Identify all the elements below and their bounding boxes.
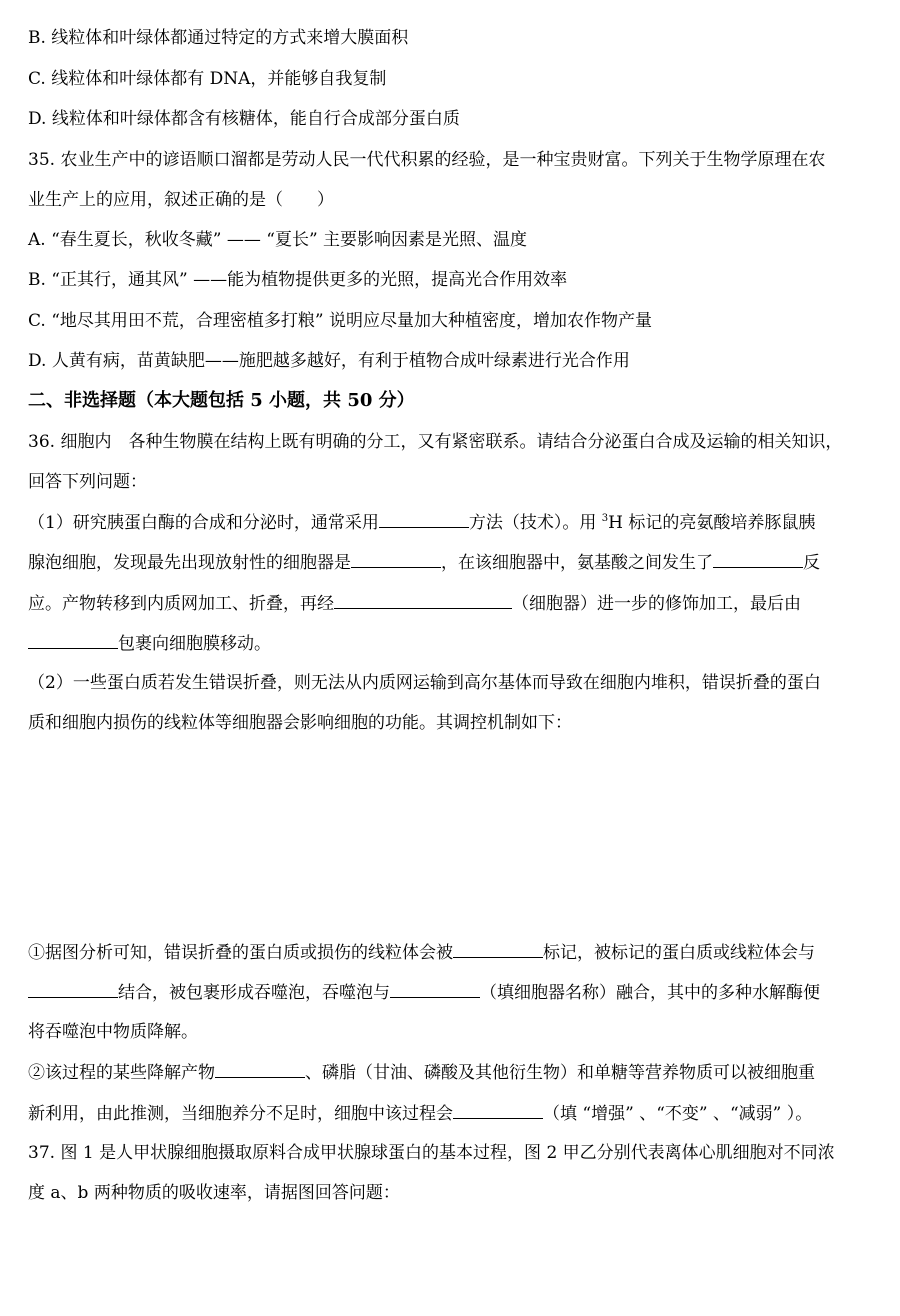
- q36-circle2-line2: 新利用，由此推测，当细胞养分不足时，细胞中该过程会 （填 “增强” 、“不变” 、“减弱” ）。: [28, 1101, 812, 1125]
- answer-blank[interactable]: [28, 980, 118, 998]
- q35-option-c: C. “地尽其用田不荒，合理密植多打粮” 说明应尽量加大种植密度，增加农作物产量: [28, 311, 652, 331]
- answer-blank[interactable]: [351, 550, 441, 568]
- q35-option-b: B. “正其行，通其风” ——能为植物提供更多的光照，提高光合作用效率: [28, 270, 568, 290]
- q36-circle1-line2: 结合，被包裹形成吞噬泡，吞噬泡与 （填细胞器名称）融合，其中的多种水解酶便: [28, 980, 820, 1004]
- q37-stem-line1: 37. 图 1 是人甲状腺细胞摄取原料合成甲状腺球蛋白的基本过程，图 2 甲乙分别代表离体心肌细胞对不同浓: [28, 1143, 835, 1163]
- answer-blank[interactable]: [28, 631, 118, 649]
- q36-circle1-line1: ①据图分析可知，错误折叠的蛋白质或损伤的线粒体会被 标记，被标记的蛋白质或线粒体会与: [28, 940, 815, 964]
- answer-blank[interactable]: [390, 980, 480, 998]
- q36-stem-line2: 回答下列问题：: [28, 472, 147, 492]
- section2-heading: 二、非选择题（本大题包括 5 小题，共 50 分）: [28, 390, 415, 411]
- answer-blank[interactable]: [334, 591, 512, 609]
- q34-option-c: C. 线粒体和叶绿体都有 DNA，并能够自我复制: [28, 69, 387, 89]
- answer-blank[interactable]: [379, 510, 469, 528]
- q36-stem-line1: 36. 细胞内 各种生物膜在结构上既有明确的分工，又有紧密联系。请结合分泌蛋白合成及运输的相关知识，: [28, 432, 843, 452]
- q35-stem-line2: 业生产上的应用，叙述正确的是（ ）: [28, 190, 334, 210]
- q35-option-d: D. 人黄有病，苗黄缺肥——施肥越多越好，有利于植物合成叶绿素进行光合作用: [28, 351, 630, 371]
- q36-part1-line2: 腺泡细胞，发现最先出现放射性的细胞器是 ，在该细胞器中，氨基酸之间发生了 反: [28, 550, 820, 574]
- q36-circle2-line1: ②该过程的某些降解产物 、磷脂（甘油、磷酸及其他衍生物）和单糖等营养物质可以被细胞重: [28, 1060, 815, 1084]
- q36-part1-line3: 应。产物转移到内质网加工、折叠，再经 （细胞器）进一步的修饰加工，最后由: [28, 591, 801, 615]
- q34-option-d: D. 线粒体和叶绿体都含有核糖体，能自行合成部分蛋白质: [28, 109, 460, 129]
- figure-placeholder: [28, 750, 872, 925]
- q35-stem-line1: 35. 农业生产中的谚语顺口溜都是劳动人民一代代积累的经验，是一种宝贵财富。下列关于生物学原理在农: [28, 150, 826, 170]
- q34-option-b: B. 线粒体和叶绿体都通过特定的方式来增大膜面积: [28, 28, 409, 48]
- q36-circle1-line3: 将吞噬泡中物质降解。: [28, 1022, 198, 1042]
- q36-part1-line4: 包裹向细胞膜移动。: [28, 631, 271, 655]
- q36-part1-line1: （1）研究胰蛋白酶的合成和分泌时，通常采用 方法（技术）。用 $^3$H 标记的亮氨酸培养豚鼠胰: [28, 510, 815, 534]
- q35-option-a: A. “春生夏长，秋收冬藏” —— “夏长” 主要影响因素是光照、温度: [28, 230, 528, 250]
- answer-blank[interactable]: [453, 1101, 543, 1119]
- answer-blank[interactable]: [453, 940, 543, 958]
- q37-stem-line2: 度 a、b 两种物质的吸收速率，请据图回答问题：: [28, 1183, 400, 1203]
- answer-blank[interactable]: [713, 550, 803, 568]
- q36-part2-line1: （2）一些蛋白质若发生错误折叠，则无法从内质网运输到高尔基体而导致在细胞内堆积，错误折叠的蛋白: [28, 673, 821, 693]
- q36-part2-line2: 质和细胞内损伤的线粒体等细胞器会影响细胞的功能。其调控机制如下：: [28, 713, 572, 733]
- answer-blank[interactable]: [215, 1060, 305, 1078]
